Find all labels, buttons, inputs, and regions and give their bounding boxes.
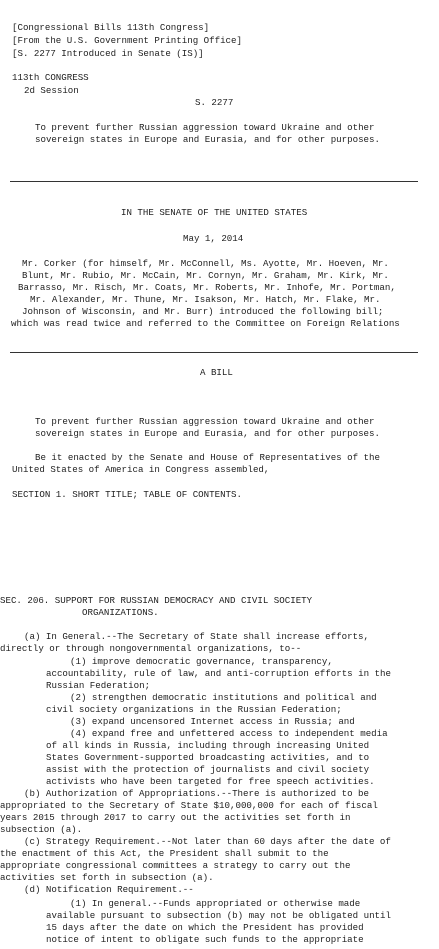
- paragraph-d1-line-2: available pursuant to subsection (b) may not be obligated until: [46, 910, 391, 921]
- paragraph-a1-line-3: Russian Federation;: [46, 680, 151, 691]
- chamber-heading: IN THE SENATE OF THE UNITED STATES: [121, 207, 308, 218]
- paragraph-d1-line-1: (1) In general.--Funds appropriated or otherwise made: [70, 898, 361, 909]
- paragraph-d1-line-4: notice of intent to obligate such funds to the appropriate: [46, 934, 364, 945]
- subsection-d-line-1: (d) Notification Requirement.--: [24, 884, 194, 895]
- subsection-c-line-1: (c) Strategy Requirement.--Not later than 60 days after the date of: [24, 836, 391, 847]
- bill-number: S. 2277: [195, 97, 234, 108]
- subsection-c-line-3: appropriate congressional committees a strategy to carry out the: [0, 860, 351, 871]
- subsection-a-line-1: (a) In General.--The Secretary of State shall increase efforts,: [24, 631, 369, 642]
- subsection-b-line-2: appropriated to the Secretary of State $10,000,000 for each of fiscal: [0, 800, 378, 811]
- paragraph-a4-line-1: (4) expand free and unfettered access to independent media: [70, 728, 388, 739]
- sponsors-line-2: Blunt, Mr. Rubio, Mr. McCain, Mr. Cornyn, Mr. Graham, Mr. Kirk, Mr.: [22, 270, 389, 281]
- subsection-b-line-3: years 2015 through 2017 to carry out the activities set forth in: [0, 812, 351, 823]
- purpose-line-1: To prevent further Russian aggression toward Ukraine and other: [35, 122, 375, 133]
- purpose-line-2: sovereign states in Europe and Eurasia, and for other purposes.: [35, 134, 380, 145]
- paragraph-a1-line-1: (1) improve democratic governance, transparency,: [70, 656, 333, 667]
- subsection-c-line-2: the enactment of this Act, the President shall submit to the: [0, 848, 329, 859]
- purpose-repeat-line-1: To prevent further Russian aggression toward Ukraine and other: [35, 416, 375, 427]
- subsection-a-line-2: directly or through nongovernmental organizations, to--: [0, 643, 302, 654]
- header-printing-office: [From the U.S. Government Printing Office]: [12, 35, 242, 46]
- paragraph-a3-line-1: (3) expand uncensored Internet access in Russia; and: [70, 716, 355, 727]
- purpose-repeat-line-2: sovereign states in Europe and Eurasia, and for other purposes.: [35, 428, 380, 439]
- header-congressional-bills: [Congressional Bills 113th Congress]: [12, 22, 210, 33]
- sponsors-line-1: Mr. Corker (for himself, Mr. McConnell, Ms. Ayotte, Mr. Hoeven, Mr.: [22, 258, 389, 269]
- a-bill-heading: A BILL: [200, 367, 233, 378]
- paragraph-a2-line-1: (2) strengthen democratic institutions and political and: [70, 692, 377, 703]
- section-206-heading-line-1: SEC. 206. SUPPORT FOR RUSSIAN DEMOCRACY AND CIVIL SOCIETY: [0, 595, 313, 606]
- section-206-heading-line-2: ORGANIZATIONS.: [82, 607, 159, 618]
- enacting-clause-line-2: United States of America in Congress assembled,: [12, 464, 270, 475]
- congress-label: 113th CONGRESS: [12, 72, 89, 83]
- divider: [10, 181, 418, 182]
- subsection-c-line-4: activities set forth in subsection (a).: [0, 872, 214, 883]
- introduction-date: May 1, 2014: [183, 233, 244, 244]
- paragraph-a1-line-2: accountability, rule of law, and anti-corruption efforts in the: [46, 668, 391, 679]
- paragraph-d1-line-3: 15 days after the date on which the President has provided: [46, 922, 364, 933]
- sponsors-line-6: which was read twice and referred to the Committee on Foreign Relations: [11, 318, 400, 329]
- sponsors-line-5: Johnson of Wisconsin, and Mr. Burr) introduced the following bill;: [22, 306, 384, 317]
- paragraph-a4-line-4: assist with the protection of journalists and civil society: [46, 764, 370, 775]
- subsection-b-line-1: (b) Authorization of Appropriations.--There is authorized to be: [24, 788, 369, 799]
- subsection-b-line-4: subsection (a).: [0, 824, 83, 835]
- enacting-clause-line-1: Be it enacted by the Senate and House of Representatives of the: [35, 452, 380, 463]
- paragraph-a4-line-3: States Government-supported broadcasting activities, and to: [46, 752, 370, 763]
- paragraph-a2-line-2: civil society organizations in the Russian Federation;: [46, 704, 342, 715]
- section-1-heading: SECTION 1. SHORT TITLE; TABLE OF CONTENTS.: [12, 489, 242, 500]
- sponsors-line-4: Mr. Alexander, Mr. Thune, Mr. Isakson, Mr. Hatch, Mr. Flake, Mr.: [30, 294, 381, 305]
- header-bill-version: [S. 2277 Introduced in Senate (IS)]: [12, 48, 204, 59]
- sponsors-line-3: Barrasso, Mr. Risch, Mr. Coats, Mr. Roberts, Mr. Inhofe, Mr. Portman,: [18, 282, 396, 293]
- paragraph-a4-line-5: activists who have been targeted for free speech activities.: [46, 776, 375, 787]
- paragraph-a4-line-2: of all kinds in Russia, including through increasing United: [46, 740, 370, 751]
- divider: [10, 352, 418, 353]
- session-label: 2d Session: [24, 85, 79, 96]
